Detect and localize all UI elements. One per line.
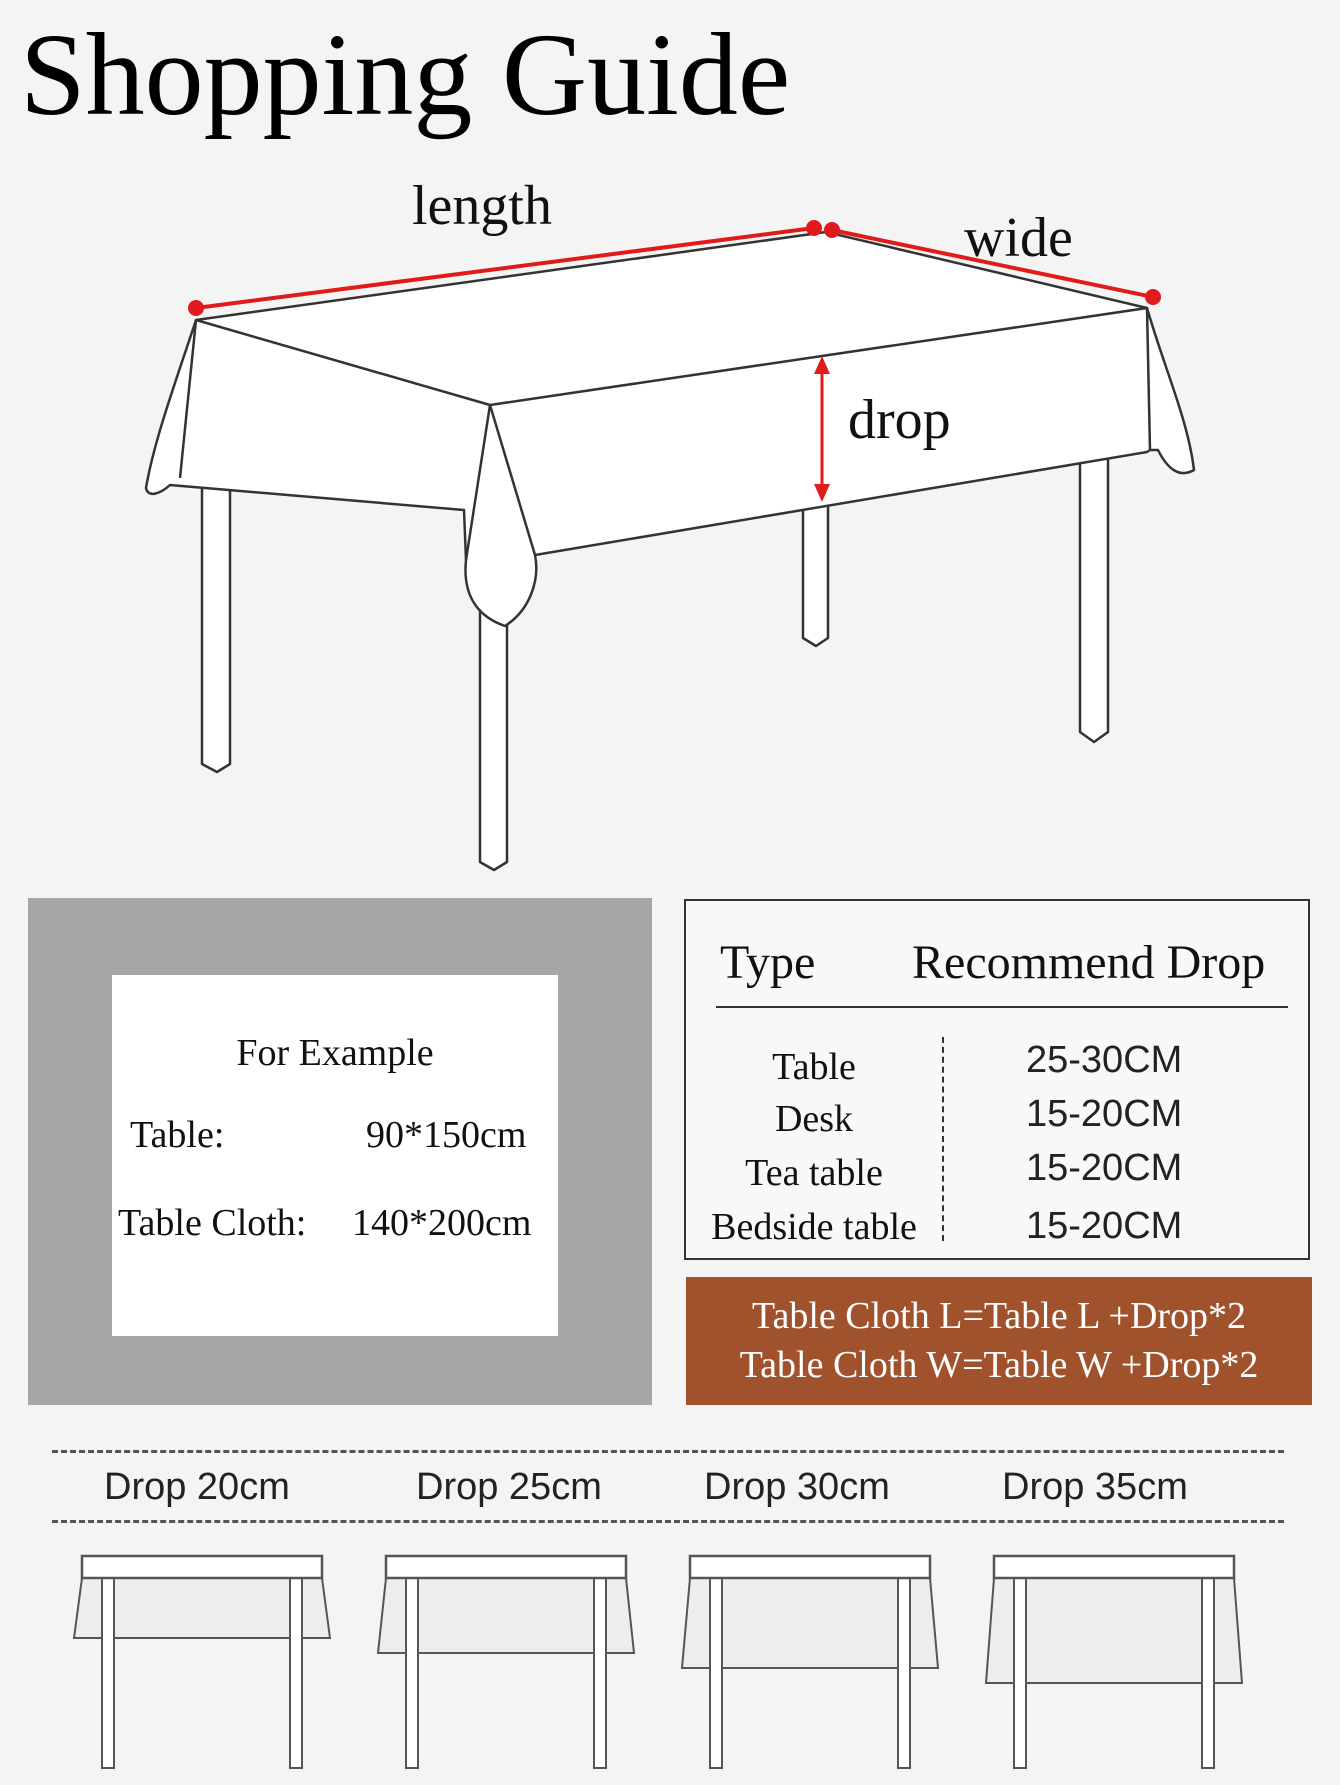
drop-example-label: Drop 35cm: [1002, 1466, 1188, 1508]
row-type: Table: [772, 1046, 856, 1088]
row-type: Tea table: [745, 1152, 883, 1194]
drop-example-leg: [406, 1578, 418, 1768]
row-drop: 15-20CM: [1026, 1205, 1183, 1247]
drop-example-tabletop: [690, 1556, 930, 1578]
example-table-label: Table:: [130, 1114, 225, 1156]
example-cloth-value: 140*200cm: [352, 1202, 532, 1244]
drop-example-leg: [290, 1578, 302, 1768]
drop-example-label: Drop 25cm: [416, 1466, 602, 1508]
drop-example-leg: [1014, 1578, 1026, 1768]
drop-label: drop: [848, 389, 951, 451]
header-recommend-drop: Recommend Drop: [912, 936, 1266, 989]
page-title: Shopping Guide: [20, 9, 791, 140]
drop-example-leg: [710, 1578, 722, 1768]
drop-example-label: Drop 30cm: [704, 1466, 890, 1508]
drop-example-label: Drop 20cm: [104, 1466, 290, 1508]
drop-example-leg: [1202, 1578, 1214, 1768]
example-cloth-label: Table Cloth:: [118, 1202, 307, 1244]
formula-length: Table Cloth L=Table L +Drop*2: [751, 1294, 1247, 1337]
drop-example-leg: [594, 1578, 606, 1768]
row-drop: 15-20CM: [1026, 1147, 1183, 1189]
formula-width: Table Cloth W=Table W +Drop*2: [739, 1344, 1259, 1386]
drop-example-tabletop: [994, 1556, 1234, 1578]
header-type: Type: [720, 936, 816, 989]
example-table-value: 90*150cm: [366, 1114, 527, 1156]
row-type: Desk: [774, 1098, 854, 1140]
row-drop: 25-30CM: [1026, 1039, 1183, 1081]
example-title: For Example: [236, 1032, 434, 1074]
drop-example-tabletop: [386, 1556, 626, 1578]
row-drop: 15-20CM: [1026, 1093, 1183, 1135]
drop-example-leg: [102, 1578, 114, 1768]
wide-label: wide: [964, 207, 1073, 269]
drop-example-leg: [898, 1578, 910, 1768]
row-type: Bedside table: [711, 1206, 917, 1248]
length-label: length: [412, 175, 552, 237]
drop-example-tabletop: [82, 1556, 322, 1578]
